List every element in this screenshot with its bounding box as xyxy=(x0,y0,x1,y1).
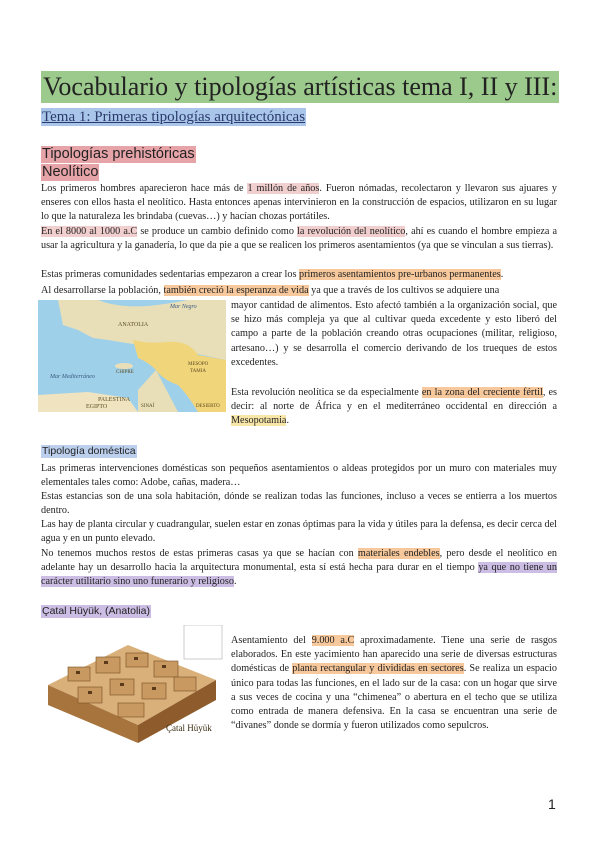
map-label: Mar Negro xyxy=(170,304,197,310)
paragraph-1: Los primeros hombres aparecieron hace más de 1 millón de años. Fueron nómadas, recolectaron y llevaron sus ajuares y enseres con ellos hasta el neolítico. Hasta entonces apenas intervinieron en la construcción de espacios, utilizaron en su lugar lo que la naturaleza les brindaba (cuevas…) y hacían chozas portátiles. xyxy=(41,183,557,223)
map-label: Mar Mediterráneo xyxy=(50,374,95,380)
map-label: MESOPO xyxy=(188,362,209,367)
paragraph-3: Estas primeras comunidades sedentarias empezaron a crear los primeros asentamientos pre-urbanos permanentes. xyxy=(41,269,504,280)
paragraph-8: Las hay de planta circular y cuadrangular, suelen estar en zonas óptimas para la vida y útiles para la defensa, es decir cerca del agua y en un punto elevado. xyxy=(41,519,557,545)
paragraph-2: En el 8000 al 1000 a.C se produce un cambio definido como la revolución del neolítico, ahí es cuando el hombre empieza a usar la agricultura y la ganadería, lo que da pie a que se realicen los primeros asentamientos (ya que se vinculan a sus tierras). xyxy=(41,226,558,252)
paragraph-4: Al desarrollarse la población, también creció la esperanza de vida ya que a través de los cultivos se adquiere una xyxy=(41,285,500,296)
prehistoricas-heading: Tipologías prehistóricas xyxy=(42,146,195,162)
catal-heading: Çatal Hüyük, (Anatolia) xyxy=(42,605,150,617)
catal-huyuk-illustration xyxy=(38,625,226,745)
map-label: CHIPRE xyxy=(116,370,134,375)
paragraph-10: Asentamiento del 9.000 a.C aproximadamente. Tiene una serie de rasgos elaborados. En este yacimiento han aparecido una serie de diversas estructuras domésticas de planta rectangular y divididas en sectores. Se realiza un espacio único para todas las funciones, en el lado sur de la casa: con un hogar que sirve a sus veces de cocina y una “chimenea” o abertura en el techo que se utiliza como entrada de manera defensiva. En la casa se encuentran una serie de “divanes” donde se dormía y fueron utilizados como sepulcros. xyxy=(231,635,557,732)
map-label: TAMIA xyxy=(190,369,206,374)
neolitico-heading: Neolítico xyxy=(42,164,99,180)
map-label: ANATOLIA xyxy=(118,322,149,328)
map-label: DESIERTO xyxy=(196,404,220,409)
domestica-heading: Tipología doméstica xyxy=(42,445,136,457)
paragraph-7: Estas estancias son de una sola habitación, dónde se realizan todas las funciones, incluso a veces se entierra a los muertos dentro. xyxy=(41,491,557,517)
paragraph-9: No tenemos muchos restos de estas primeras casas ya que se hacían con materiales endebles, pero desde el neolítico en adelante hay un desarrollo hacia la arquitectura monumental, esta sí está hecha para durar en el tiempo ya que no tiene un carácter utilitario sino uno funerario y religioso. xyxy=(41,548,557,588)
page-number: 1 xyxy=(548,796,556,812)
creciente-fertil-map xyxy=(38,300,226,412)
paragraph-6: Las primeras intervenciones domésticas son pequeños asentamientos o aldeas protegidos por un muro con materiales muy elementales tales como: Adobe, cañas, madera… xyxy=(41,463,557,489)
illustration-label: Çatal Hüyük xyxy=(166,723,212,733)
page-title: Vocabulario y tipologías artísticas tema I, II y III: xyxy=(43,72,558,101)
map-label: SINAÍ xyxy=(141,404,155,409)
paragraph-5: Esta revolución neolítica se da especialmente en la zona del creciente fértil, es decir: al norte de África y en el mediterráneo occidental en dirección a Mesopotamia. xyxy=(231,387,557,427)
paragraph-4-continued: mayor cantidad de alimentos. Esto afectó también a la organización social, que se hizo más compleja ya que al cultivar queda excedente y esto liberó del campo a parte de la población creando otras ocupaciones (militar, religioso, artesano…) y se desarrolla el comercio derivando de los trueques de estos excedentes. xyxy=(231,300,557,368)
map-label: PALESTINA xyxy=(98,397,131,403)
tema-heading: Tema 1: Primeras tipologías arquitectónicas xyxy=(42,109,306,125)
map-label: EGIPTO xyxy=(86,404,108,410)
